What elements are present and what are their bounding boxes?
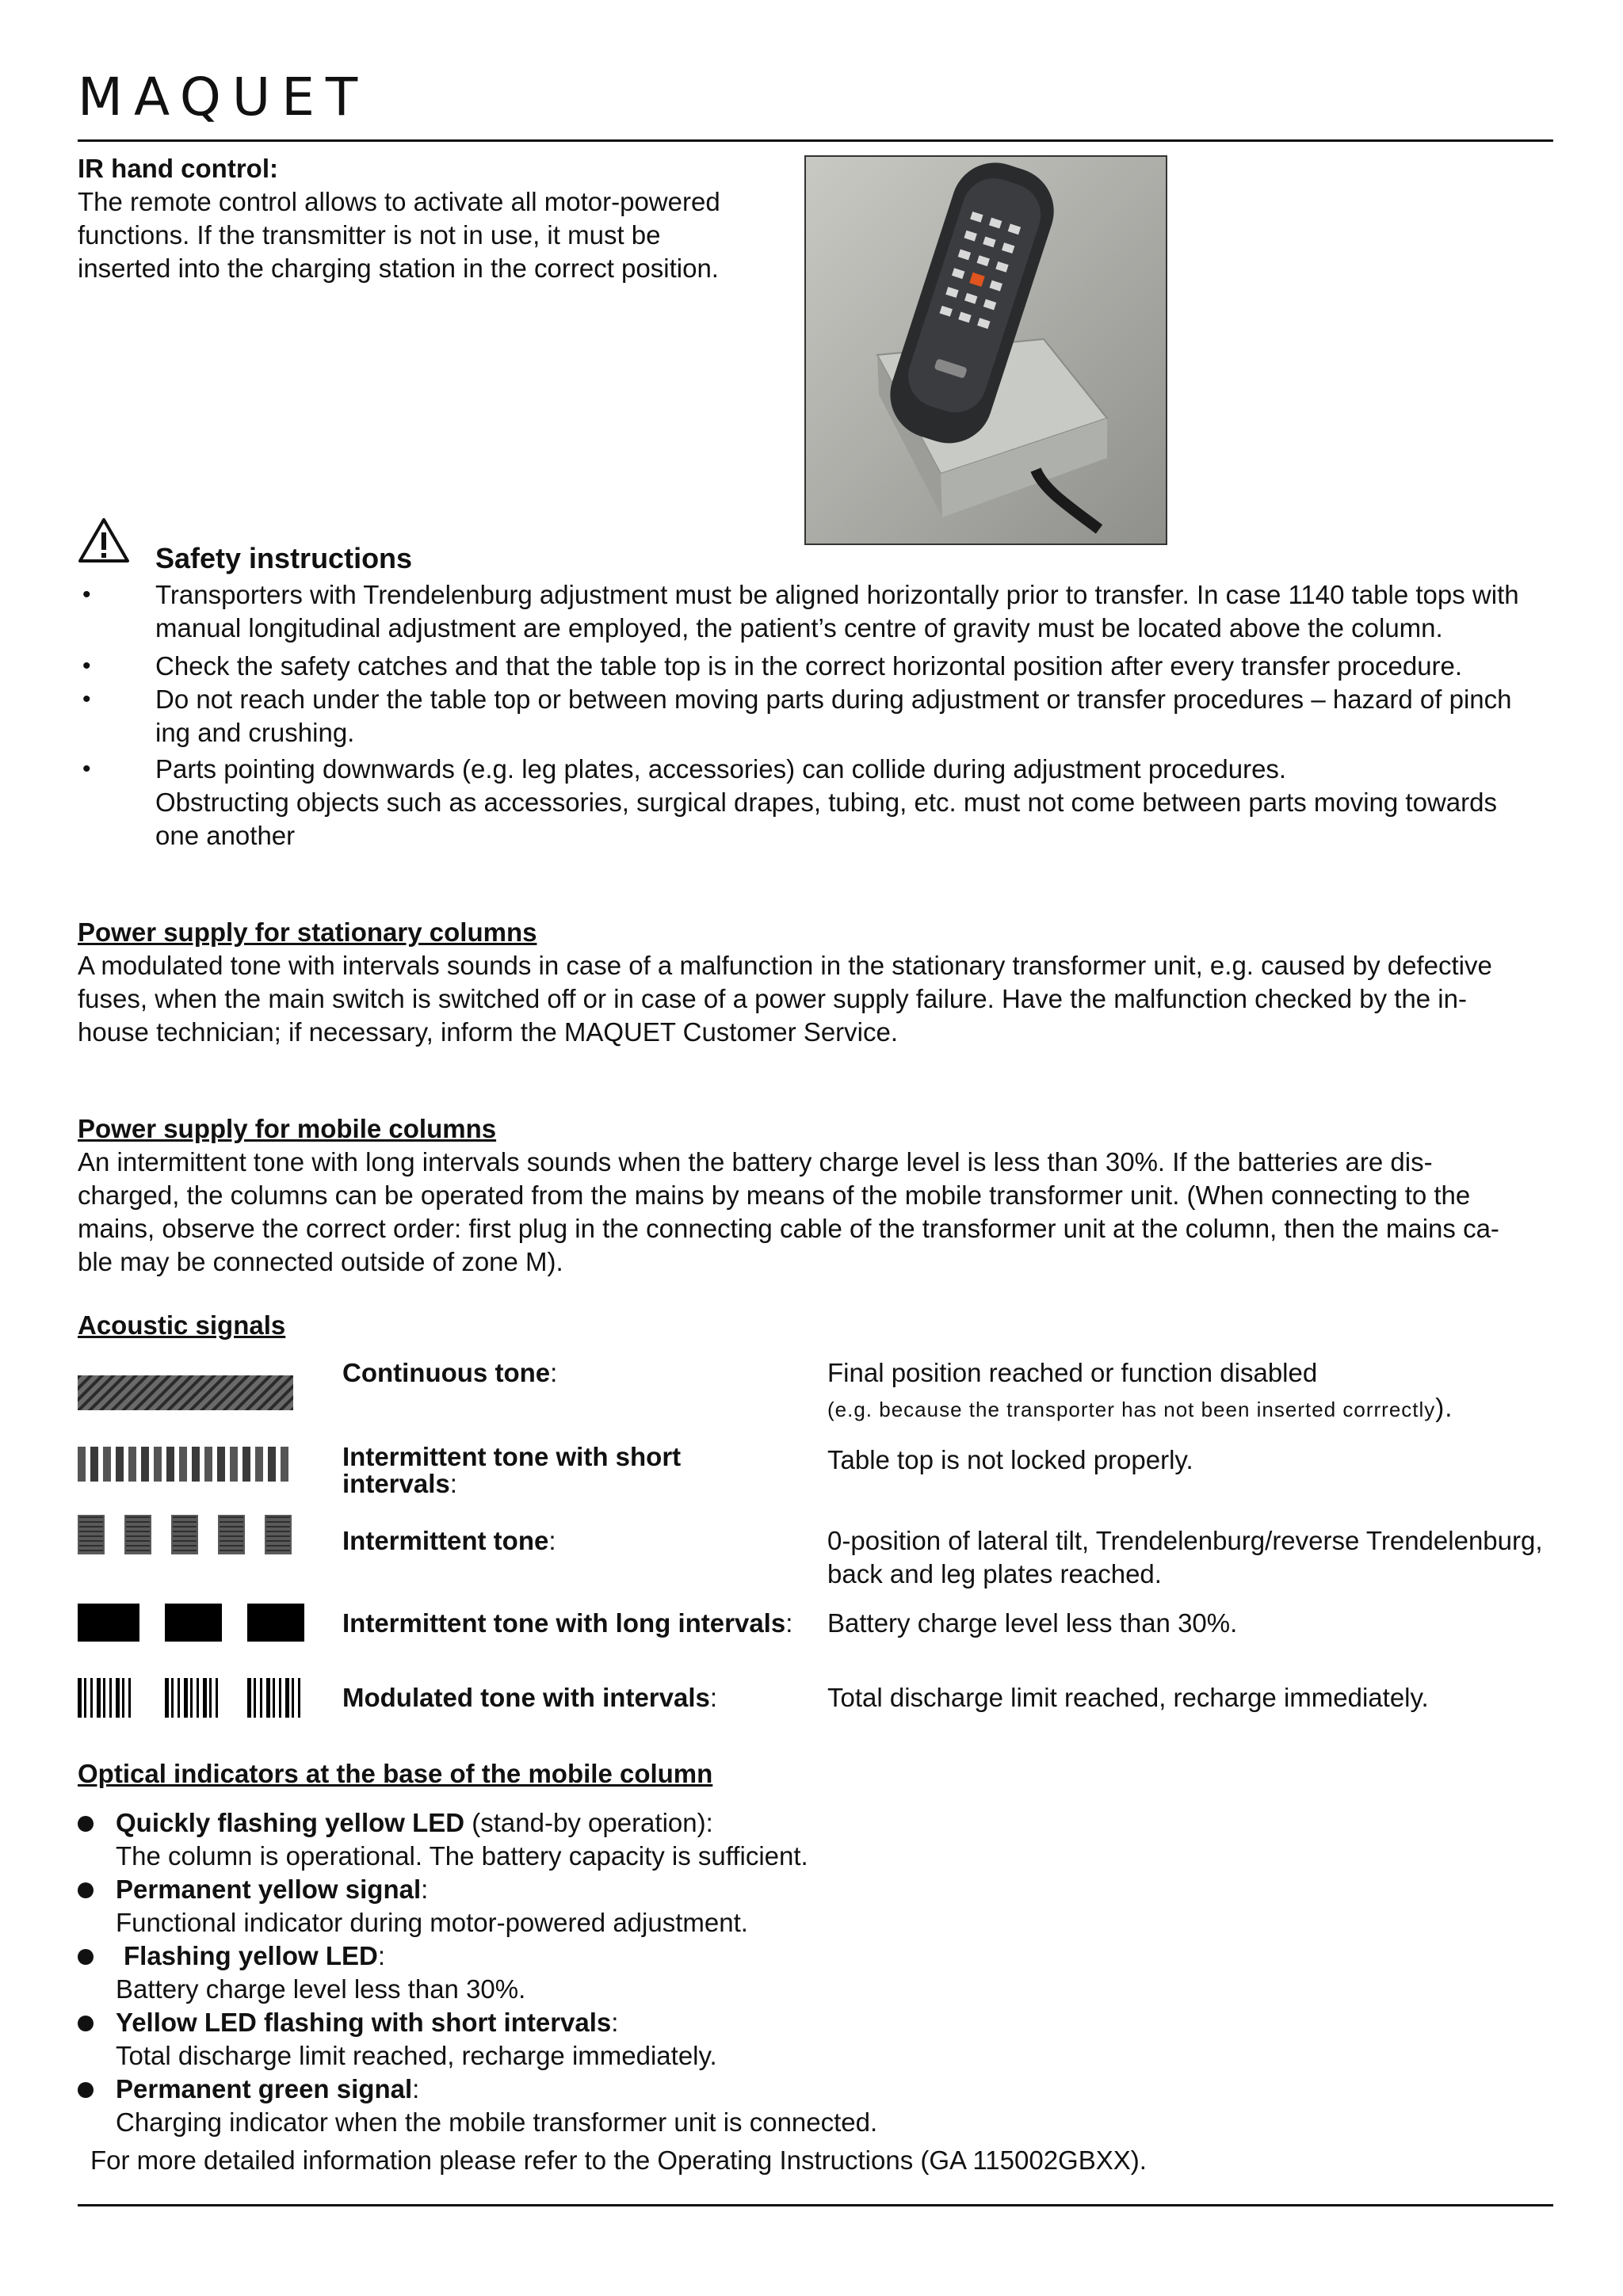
optical-item-4-title: Yellow LED flashing with short intervals: bbox=[116, 2008, 619, 2037]
safety-heading: Safety instructions bbox=[155, 542, 413, 574]
optical-item-5-desc: Charging indicator when the mobile transformer unit is connected. bbox=[116, 2107, 878, 2137]
signal-4-desc: Battery charge level less than 30%. bbox=[827, 1608, 1238, 1638]
optical-item-2-title: Permanent yellow signal: bbox=[116, 1875, 429, 1904]
optical-bullet-5 bbox=[78, 2082, 94, 2098]
acoustic-heading: Acoustic signals bbox=[78, 1310, 286, 1340]
optical-bullet-2 bbox=[78, 1882, 94, 1898]
safety-item-3-line-2: ing and crushing. bbox=[155, 718, 355, 747]
signal-3-label: Intermittent tone: bbox=[342, 1526, 556, 1555]
safety-bullet-4: • bbox=[82, 756, 91, 782]
optical-heading: Optical indicators at the base of the mobile column bbox=[78, 1759, 713, 1788]
ir-line-1: The remote control allows to activate all motor-powered bbox=[78, 187, 720, 216]
safety-item-4-line-2: Obstructing objects such as accessories, surgical drapes, tubing, etc. must not come between parts moving towards bbox=[155, 788, 1497, 817]
signal-1-label: Continuous tone: bbox=[342, 1358, 558, 1387]
mobile-line-4: ble may be connected outside of zone M). bbox=[78, 1247, 563, 1276]
safety-item-4-line-1: Parts pointing downwards (e.g. leg plates, accessories) can collide during adjustment procedures. bbox=[155, 754, 1287, 784]
ir-line-3: inserted into the charging station in the correct position. bbox=[78, 254, 719, 283]
mobile-heading: Power supply for mobile columns bbox=[78, 1114, 497, 1143]
ir-heading: IR hand control: bbox=[78, 154, 278, 183]
stationary-line-1: A modulated tone with intervals sounds in case of a malfunction in the stationary transformer unit, e.g. caused by defective bbox=[78, 951, 1492, 980]
continuous-tone-symbol bbox=[78, 1375, 293, 1418]
optical-item-1-desc: The column is operational. The battery capacity is sufficient. bbox=[116, 1841, 808, 1871]
safety-item-1-line-2: manual longitudinal adjustment are employed, the patient’s centre of gravity must be located above the column. bbox=[155, 613, 1443, 643]
warning-triangle-icon bbox=[78, 517, 130, 572]
safety-item-4-line-3: one another bbox=[155, 821, 296, 850]
optical-item-3-title: Flashing yellow LED: bbox=[124, 1941, 386, 1970]
optical-item-5-title: Permanent green signal: bbox=[116, 2074, 420, 2103]
hand-control-photo bbox=[804, 155, 1167, 545]
safety-item-3-line-1: Do not reach under the table top or between moving parts during adjustment or transfer procedures – hazard of pinch bbox=[155, 685, 1512, 714]
safety-bullet-1: • bbox=[82, 582, 91, 608]
footer-rule bbox=[78, 2204, 1553, 2206]
stationary-line-2: fuses, when the main switch is switched off or in case of a power supply failure. Have the malfunction checked by the in- bbox=[78, 984, 1467, 1013]
hand-control-illustration bbox=[806, 157, 1166, 543]
optical-item-1-title: Quickly flashing yellow LED (stand-by operation): bbox=[116, 1808, 713, 1837]
safety-bullet-2: • bbox=[82, 653, 91, 679]
ir-line-2: functions. If the transmitter is not in use, it must be bbox=[78, 220, 661, 250]
safety-bullet-3: • bbox=[82, 686, 91, 712]
maquet-logo: MAQUET bbox=[78, 67, 369, 128]
mobile-line-1: An intermittent tone with long intervals sounds when the battery charge level is less than 30%. If the batteries are dis- bbox=[78, 1147, 1433, 1177]
safety-item-1-line-1: Transporters with Trendelenburg adjustment must be aligned horizontally prior to transfer. In case 1140 table tops with bbox=[155, 580, 1519, 609]
optical-bullet-3 bbox=[78, 1949, 94, 1965]
stationary-heading: Power supply for stationary columns bbox=[78, 917, 537, 947]
mobile-line-2: charged, the columns can be operated from the mains by means of the mobile transformer unit. (When connecting to the bbox=[78, 1180, 1471, 1210]
signal-3-desc-2: back and leg plates reached. bbox=[827, 1559, 1162, 1589]
optical-item-2-desc: Functional indicator during motor-powered adjustment. bbox=[116, 1908, 748, 1937]
signal-4-label: Intermittent tone with long intervals: bbox=[342, 1608, 793, 1638]
optical-item-4-desc: Total discharge limit reached, recharge immediately. bbox=[116, 2041, 717, 2070]
optical-footer: For more detailed information please refer to the Operating Instructions (GA 115002GBXX). bbox=[90, 2145, 1147, 2175]
mobile-line-3: mains, observe the correct order: first plug in the connecting cable of the transformer unit at the column, then the mains ca- bbox=[78, 1214, 1499, 1243]
optical-bullet-4 bbox=[78, 2016, 94, 2031]
intermittent-long-symbol bbox=[78, 1604, 307, 1650]
signal-3-desc: 0-position of lateral tilt, Trendelenburg/reverse Trendelenburg, bbox=[827, 1526, 1543, 1555]
header-rule bbox=[78, 139, 1553, 142]
stationary-line-3: house technician; if necessary, inform the MAQUET Customer Service. bbox=[78, 1017, 899, 1047]
optical-item-3-desc: Battery charge level less than 30%. bbox=[116, 1974, 526, 2004]
signal-1-desc: Final position reached or function disabled bbox=[827, 1358, 1318, 1387]
signal-2-label: Intermittent tone with short intervals: bbox=[342, 1442, 682, 1498]
signal-5-desc: Total discharge limit reached, recharge immediately. bbox=[827, 1683, 1429, 1712]
modulated-tone-symbol bbox=[78, 1678, 307, 1726]
signal-1-note: (e.g. because the transporter has not been inserted corrrectly). bbox=[827, 1393, 1453, 1422]
intermittent-short-symbol bbox=[78, 1447, 293, 1489]
signal-5-label: Modulated tone with intervals: bbox=[342, 1683, 718, 1712]
intermittent-tone-symbol bbox=[78, 1515, 293, 1562]
safety-item-2-line-1: Check the safety catches and that the table top is in the correct horizontal position after every transfer procedure. bbox=[155, 651, 1463, 681]
optical-bullet-1 bbox=[78, 1816, 94, 1832]
signal-2-desc: Table top is not locked properly. bbox=[827, 1445, 1193, 1474]
